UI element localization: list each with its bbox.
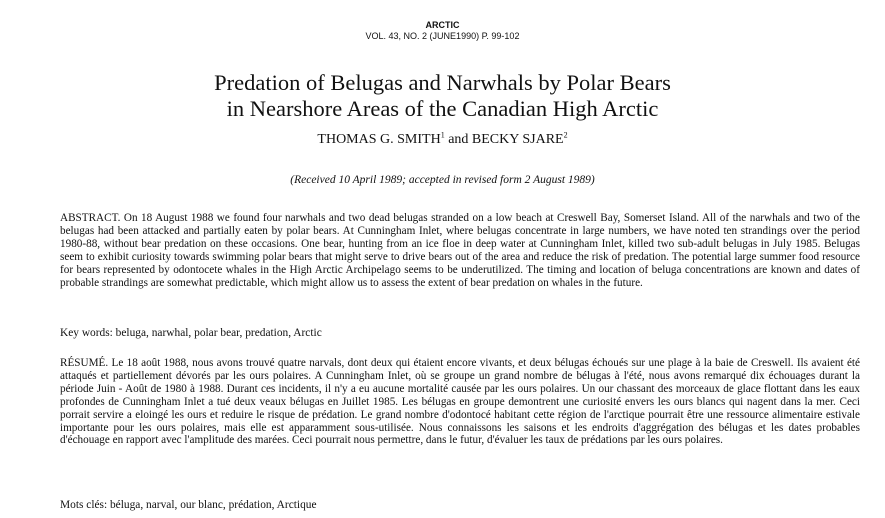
abstract-paragraph: ABSTRACT. On 18 August 1988 we found four narwhals and two dead belugas stranded on a low beach at Creswell Bay, Somerset Island. All of the narwhals and two of the belugas had been attacked and partially eaten by polar bears. At Cunningham Inlet, where belugas concentrate in large numbers, we have noted ten strandings over the period 1980-88, without bear predation on these occasions. One bear, hunting from an ice floe in deep water at Cunningham Inlet, killed two sub-adult belugas in July 1985. Belugas seem to exhibit curiosity towards swimming polar bears that might serve to drive bears out of the area and reduce the risk of predation. The potential large summer food resource for bears represented by odontocete whales in the High Arctic Archipelago seems to be underutilized. The timing and location of beluga concentrations are known and dates of probable strandings are somewhat predictable, which might allow us to assess the extent of bear predation on whales in the future. (60, 212, 860, 289)
article-title (0, 70, 885, 122)
journal-name: ARCTIC (425, 20, 460, 30)
resume-keywords: Mots clés: béluga, narval, our blanc, prédation, Arctique (60, 499, 317, 511)
journal-header (0, 20, 885, 42)
journal-citation: VOL. 43, NO. 2 (JUNE1990) P. 99-102 (365, 31, 520, 41)
title-line-2: in Nearshore Areas of the Canadian High Arctic (226, 96, 659, 121)
received-dates: (Received 10 April 1989; accepted in revised form 2 August 1989) (290, 174, 595, 186)
author-line (0, 131, 885, 148)
abstract-keywords: Key words: beluga, narwhal, polar bear, predation, Arctic (60, 327, 322, 339)
author-1: THOMAS G. SMITH (317, 132, 441, 147)
title-line-1: Predation of Belugas and Narwhals by Polar Bears (214, 70, 671, 95)
resume-paragraph: RÉSUMÉ. Le 18 août 1988, nous avons trouvé quatre narvals, dont deux qui étaient encore vivants, et deux bélugas échoués sur une plage à la baie de Creswell. Ils avaient été attaqués et partiellement dévorés par les ours polaires. A Cunningham Inlet, où se groupe un grand nombre de bélugas à l'été, nous avons remarqué dix échouages durant la période Juin - Août de 1980 à 1988. Durant ces incidents, il n'y a eu aucune mortalité causée par les ours polaires. Un our chassant des morceaux de glace flottant dans les eaux profondes de Cunningham Inlet a tué deux veaux bélugas en Juillet 1985. Les bélugas en groupe demontrent une curiosité envers les ours blancs qui nagent dans la mer. Ceci porrait servire a eloingé les ours et reduire le risque de prédation. Le grand nombre d'odontocé habitant cette région de l'arctique pourrait être une ressource alimentaire estivale importante pour les ours polaires, mais elle est apparamment sous-utilisée. Nous connaissons les saisons et les endroits d'aggrégation des bélugas et les dates probables d'échouage en rapport avec l'amplitude des marées. Ceci pourrait nous permettre, dans le futur, d'évaluer les taux de prédations par les ours polaires. (60, 357, 860, 447)
author-connector: and (444, 132, 472, 147)
author-2-affiliation-mark: 2 (563, 130, 568, 140)
author-1-affiliation-mark: 1 (440, 130, 445, 140)
author-2: BECKY SJARE (471, 132, 564, 147)
